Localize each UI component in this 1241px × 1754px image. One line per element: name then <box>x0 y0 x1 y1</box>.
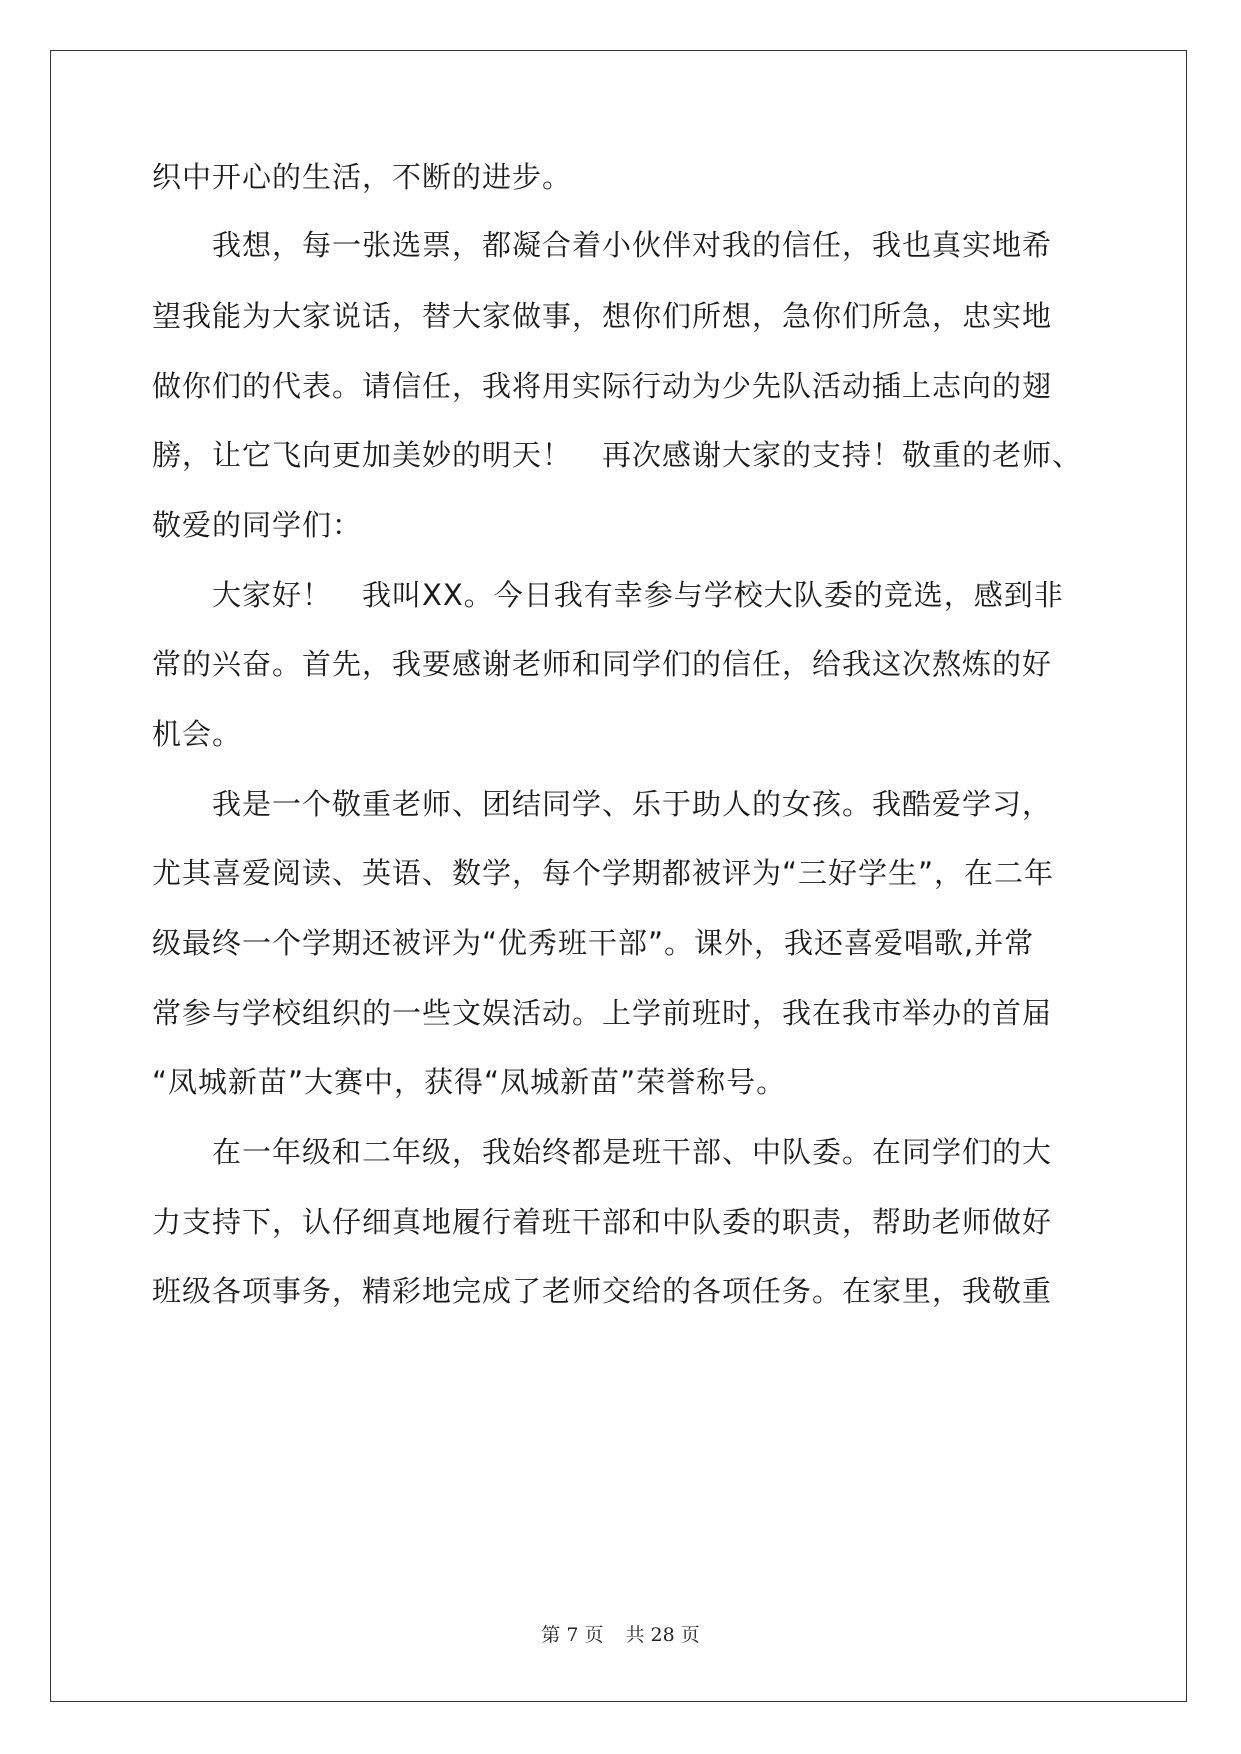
text-line: 常参与学校组织的一些文娱活动。上学前班时，我在我市举办的首届 <box>152 996 1053 1030</box>
text-line: 级最终一个学期还被评为“优秀班干部”。课外，我还喜爱唱歌,并常 <box>152 926 1035 960</box>
text-line: 我是一个敬重老师、团结同学、乐于助人的女孩。我酷爱学习， <box>152 787 1053 821</box>
page-number: 第 7 页 <box>541 1624 604 1646</box>
text-line: 做你们的代表。请信任，我将用实际行动为少先队活动插上志向的翅 <box>152 369 1053 403</box>
text-line: 力支持下，认仔细真地履行着班干部和中队委的职责，帮助老师做好 <box>152 1205 1053 1239</box>
text-line: 在一年级和二年级，我始终都是班干部、中队委。在同学们的大 <box>152 1135 1053 1169</box>
text-line: 织中开心的生活，不断的进步。 <box>152 160 573 194</box>
text-line: 尤其喜爱阅读、英语、数学，每个学期都被评为“三好学生”，在二年 <box>152 856 1055 890</box>
text-line: 我想，每一张选票，都凝合着小伙伴对我的信任，我也真实地希 <box>152 228 1053 262</box>
text-line: “凤城新苗”大赛中，获得“凤城新苗”荣誉称号。 <box>152 1065 787 1099</box>
text-line: 班级各项事务，精彩地完成了老师交给的各项任务。在家里，我敬重 <box>152 1274 1053 1308</box>
text-line: 敬爱的同学们： <box>152 508 363 542</box>
text-line: 常的兴奋。首先，我要感谢老师和同学们的信任，给我这次熬炼的好 <box>152 647 1053 681</box>
text-line: 大家好！ 我叫XX。今日我有幸参与学校大队委的竞选，感到非 <box>152 578 1064 612</box>
page-total: 共 28 页 <box>625 1624 700 1646</box>
text-line: 膀，让它飞向更加美妙的明天！ 再次感谢大家的支持！敬重的老师、 <box>152 438 1083 472</box>
page-footer <box>0 1620 1241 1647</box>
text-line: 望我能为大家说话，替大家做事，想你们所想，急你们所急，忠实地 <box>152 299 1053 333</box>
text-line: 机会。 <box>152 717 243 751</box>
